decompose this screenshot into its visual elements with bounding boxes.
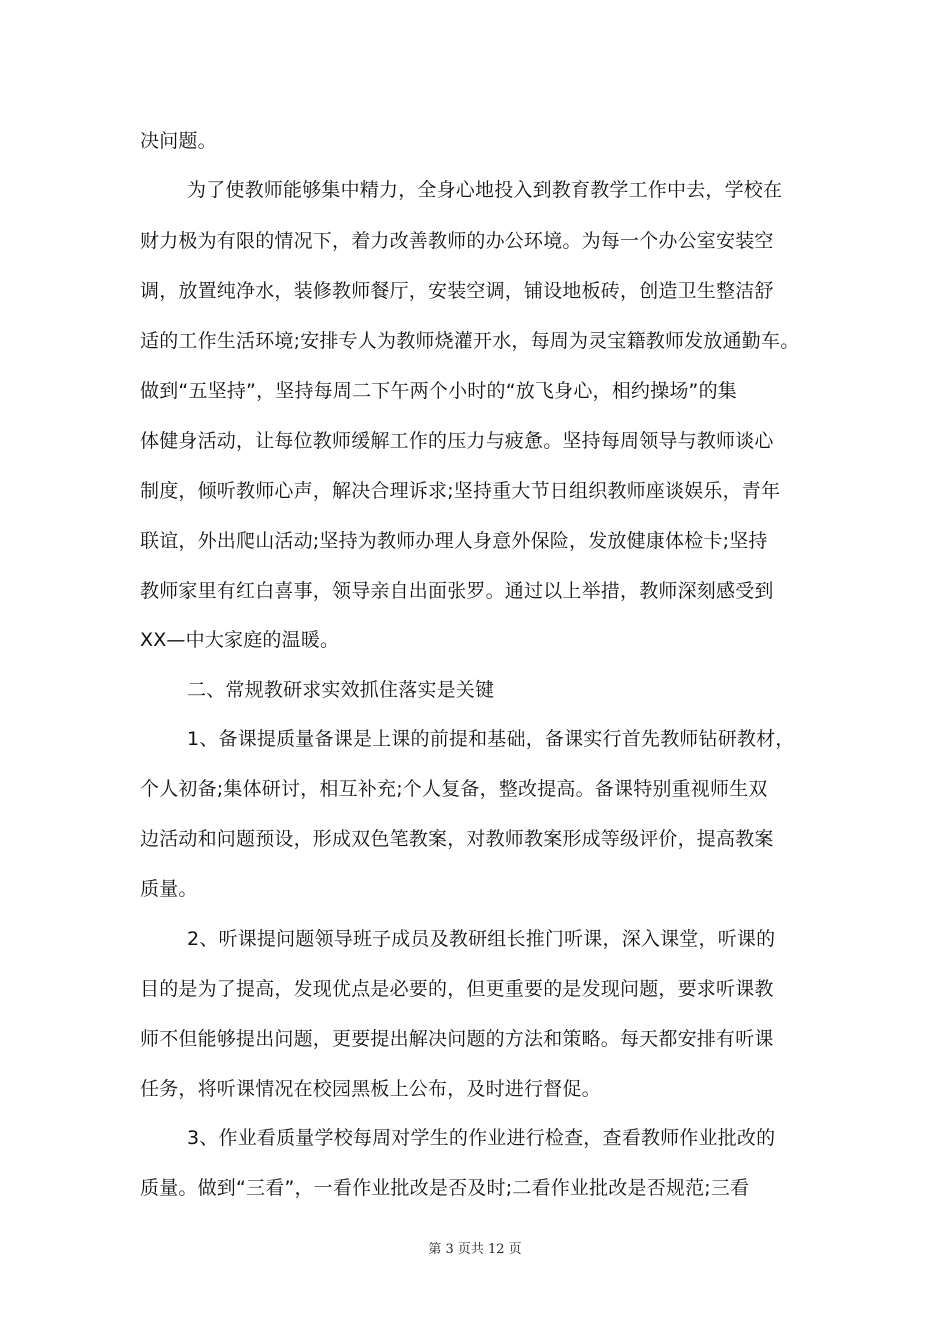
paragraph-line: 为了使教师能够集中精力，全身心地投入到教育教学工作中去，学校在 xyxy=(187,179,783,201)
paragraph-line: 边活动和问题预设，形成双色笔教案，对教师教案形成等级评价，提高教案 xyxy=(140,828,774,850)
paragraph-line: 体健身活动，让每位教师缓解工作的压力与疲惫。坚持每周领导与教师谈心 xyxy=(140,430,774,452)
paragraph-line: 个人初备;集体研讨，相互补充;个人复备，整改提高。备课特别重视师生双 xyxy=(140,778,768,800)
paragraph-line: 调，放置纯净水，装修教师餐厅，安装空调，铺设地板砖，创造卫生整洁舒 xyxy=(140,280,774,302)
paragraph-line: 目的是为了提高，发现优点是必要的，但更重要的是发现问题，要求听课教 xyxy=(140,978,774,1000)
paragraph-line: 1、备课提质量备课是上课的前提和基础，备课实行首先教师钻研教材， xyxy=(187,728,795,750)
paragraph-line: 3、作业看质量学校每周对学生的作业进行检查，查看教师作业批改的 xyxy=(187,1127,776,1149)
paragraph-line: 联谊，外出爬山活动;坚持为教师办理人身意外保险，发放健康体检卡;坚持 xyxy=(140,530,768,552)
paragraph-line: 质量。做到“三看”，一看作业批改是否及时;二看作业批改是否规范;三看 xyxy=(140,1177,750,1199)
paragraph-line: 任务，将听课情况在校园黑板上公布，及时进行督促。 xyxy=(140,1078,601,1100)
paragraph-line: 2、听课提问题领导班子成员及教研组长推门听课，深入课堂，听课的 xyxy=(187,928,776,950)
paragraph-line: 适的工作生活环境;安排专人为教师烧灌开水，每周为灵宝籍教师发放通勤车。 xyxy=(140,330,800,352)
page-footer: 第 3 页共 12 页 xyxy=(428,1242,522,1257)
paragraph-line: 制度，倾听教师心声，解决合理诉求;坚持重大节日组织教师座谈娱乐，青年 xyxy=(140,480,781,502)
paragraph-line: 做到“五坚持”，坚持每周二下午两个小时的“放飞身心，相约操场”的集 xyxy=(140,380,737,402)
paragraph-line: 财力极为有限的情况下，着力改善教师的办公环境。为每一个办公室安装空 xyxy=(140,230,774,252)
paragraph-line: XX—中大家庭的温暖。 xyxy=(140,629,340,651)
paragraph-line: 质量。 xyxy=(140,878,198,900)
section-heading: 二、常规教研求实效抓住落实是关键 xyxy=(187,679,495,701)
paragraph-line: 决问题。 xyxy=(140,130,217,152)
paragraph-line: 教师家里有红白喜事，领导亲自出面张罗。通过以上举措，教师深刻感受到 xyxy=(140,580,774,602)
paragraph-line: 师不但能够提出问题，更要提出解决问题的方法和策略。每天都安排有听课 xyxy=(140,1028,774,1050)
